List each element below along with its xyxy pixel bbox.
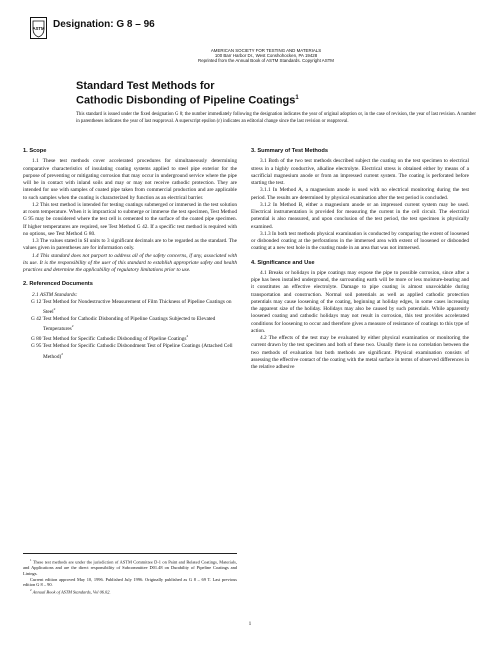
publisher-block	[168, 48, 364, 64]
reference-g42	[23, 316, 237, 333]
title-footnote-mark: 1	[295, 95, 299, 101]
title-line-2	[76, 92, 476, 107]
footnote-2-text: Annual Book of ASTM Standards, Vol 06.02.	[32, 589, 111, 595]
paragraph-4-1: 4.1 Breaks or holidays in pipe coatings may expose the pipe to possible corrosion, since after a pipe has been installed underground, the surrounding earth will be more or less moisture-bearing and it constitutes an effective electrolyte. Damage to pipe coating is almost unavoidable during transportation and construction. Normal soil potentials as well as applied cathodic protection potentials may cause loosening of the coating, beginning at holiday edges, in some cases increasing the apparent size of the holiday. Holidays may also be caused by such potentials. While apparently loosened coating and cathodic holidays may not result in corrosion, this test provides accelerated conditions for loosening to occur and therefore gives a measure of resistance of coatings to this type of action.	[251, 269, 469, 334]
section-heading-summary: 3. Summary of Test Methods	[251, 148, 329, 154]
paragraph-1-2: 1.2 This test method is intended for testing coatings submerged or immersed in the test solution at room temperature. When it is impractical to submerge or immerse the test specimen, Test Method G 95 may be considered where the test cell is cemented to the surface of the coated pipe specimen. If higher temperatures are required, see Test Method G 42. If a specific test method is required with no options, see Test Method G 80.	[23, 201, 237, 237]
section-heading-referenced-documents: 2. Referenced Documents	[23, 281, 93, 288]
logo-text: ASTM	[32, 26, 45, 31]
astm-standards-label: 2.1 ASTM Standards:	[32, 291, 78, 298]
footnotes	[23, 553, 237, 595]
reference-g95-text: G 95 Test Method for Specific Cathodic Disbondment Test of Pipeline Coatings (Attached Cell Method)	[31, 343, 233, 360]
reference-g42-text: G 42 Test Method for Cathodic Disbonding of Pipeline Coatings Subjected to Elevated Temperatures	[31, 316, 216, 333]
title-line-1: Standard Test Methods for	[76, 80, 215, 92]
paragraph-1-4: 1.4 This standard does not purport to address all of the safety concerns, if any, associated with its use. It is the responsibility of the user of this standard to establish appropriate safety and health practices and determine the applicability of regulatory limitations prior to use.	[23, 252, 237, 273]
footnote-2	[23, 588, 237, 595]
reference-g42-mark: 2	[71, 324, 74, 329]
document-title	[76, 80, 476, 107]
footnote-2-mark: 2	[30, 587, 32, 592]
paragraph-1-1: 1.1 These test methods cover accelerated procedures for simultaneously determining comparative characteristics of insulating coating systems applied to steel pipe exterior for the purpose of preventing or mitigating corrosion that may occur in underground service where the pipe will be in contact with inland soils and may or may not receive cathodic protection. They are intended for use with samples of coated pipe taken from commercial production and are applicable to such samples when the coating is characterized by function as an electrical barrier.	[23, 158, 237, 201]
reference-g80-text: G 80 Test Method for Specific Cathodic Disbonding of Pipeline Coatings	[31, 336, 187, 343]
right-column	[251, 148, 469, 371]
title-line-2-text: Cathodic Disbonding of Pipeline Coatings	[76, 94, 296, 107]
page-number: 1	[248, 621, 252, 627]
astm-logo-icon	[30, 17, 47, 39]
standard-note: This standard is issued under the fixed designation G 8; the number immediately following the designation indicates the year of original adoption or, in the case of revision, the year of last revision. A number in parentheses indicates the year of last reapproval. A superscript epsilon (ε) indicates an editorial change since the last revision or reapproval.	[76, 112, 476, 124]
paragraph-1-3: 1.3 The values stated in SI units to 3 significant decimals are to be regarded as the standard. The values given in parentheses are for information only.	[23, 238, 237, 252]
left-column	[23, 148, 237, 361]
publisher-line-1: AMERICAN SOCIETY FOR TESTING AND MATERIALS	[210, 48, 322, 53]
footnote-1-text: These test methods are under the jurisdiction of ASTM Committee D-1 on Paint and Related Coatings, Materials, and Applications and are the direct responsibility of Subcommittee D01.48 on Durability of Pipeline Coatings and Linings.	[23, 559, 237, 576]
paragraph-3-1-1: 3.1.1 In Method A, a magnesium anode is used with no electrical monitoring during the test period. The results are determined by physical examination after the test period is concluded.	[251, 187, 469, 201]
paragraph-3-1-3: 3.1.3 In both test methods physical examination is conducted by comparing the extent of loosened or disbonded coating at the perforations in the immersed area with extent of loosened or disbonded coating at a new test hole in the coating made in an area that was not immersed.	[251, 230, 469, 252]
paragraph-4-2: 4.2 The effects of the test may be evaluated by either physical examination or monitoring the current drawn by the test specimen and both of these two. Usually there is no correlation between the two methods of evaluation but both methods are significant. Physical examination consists of assessing the effective contact of the coating with the metal surface in terms of observed differences in the relative adhesive	[251, 335, 469, 370]
publisher-line-2: 100 Barr Harbor Dr., West Conshohocken, PA 19428	[214, 53, 318, 59]
footnote-1-mark: 1	[30, 558, 32, 562]
publisher-line-3: Reprinted from the Annual Book of ASTM Standards. Copyright ASTM	[198, 58, 334, 64]
reference-g95	[23, 343, 237, 360]
footnote-1	[23, 558, 237, 577]
reference-g12-mark: 2	[53, 307, 56, 311]
reference-g95-mark: 2	[61, 351, 63, 356]
reference-g80	[23, 333, 237, 343]
designation: Designation: G 8 – 96	[53, 19, 155, 30]
reference-g80-mark: 2	[186, 334, 189, 339]
paragraph-3-1: 3.1 Both of the two test methods described subject the coating on the test specimen to electrical stress in a highly conductive, alkaline electrolyte. Electrical stress is obtained either by means of a sacrificial magnesium anode or from an impressed current system. The coating is perforated before starting the test.	[251, 158, 469, 186]
reference-g12-text: G 12 Test Method for Nondestructive Measurement of Film Thickness of Pipeline Coatings on Steel	[31, 298, 232, 315]
section-heading-scope: 1. Scope	[23, 148, 47, 154]
footnote-1-edition: Current edition approved May 10, 1996. Published July 1996. Originally published as G 8 – 69 T. Last previous edition G 8 – 90.	[23, 576, 237, 588]
reference-g12	[23, 299, 237, 316]
section-heading-significance: 4. Significance and Use	[251, 259, 315, 266]
paragraph-3-1-2: 3.1.2 In Method B, either a magnesium anode or an impressed current system may be used. Electrical instrumentation is provided for measuring the current in the cell circuit. The electrical potential is also measured, and upon conclusion of the test period, the test specimen is physically examined.	[251, 201, 469, 230]
